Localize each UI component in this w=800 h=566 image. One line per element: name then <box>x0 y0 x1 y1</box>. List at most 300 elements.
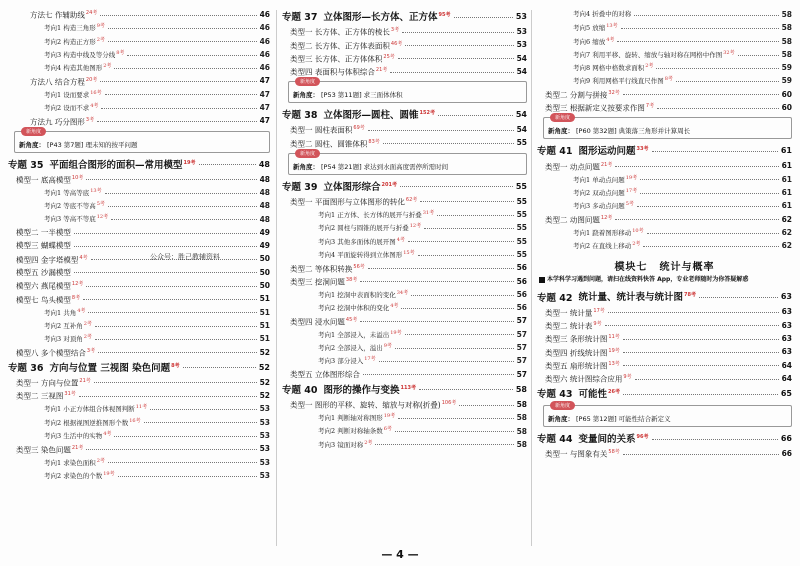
toc-subitem-entry[interactable] <box>537 74 792 87</box>
entry-title: 考向1 单动点问题 <box>573 175 625 184</box>
leader-dots <box>420 200 513 202</box>
leader-dots <box>395 347 514 349</box>
entry-title: 考向5 放缩 <box>573 24 606 33</box>
page-number: — 4 — <box>381 548 419 561</box>
exam-count-badge: 113考 <box>400 384 416 391</box>
exam-count-badge: 12考 <box>71 281 84 288</box>
entry-label <box>282 7 451 26</box>
exam-count-badge: 20考 <box>85 76 98 83</box>
leader-dots <box>647 232 779 234</box>
toc-topic-entry[interactable] <box>282 106 527 123</box>
entry-label <box>282 105 435 124</box>
exam-count-badge: 34考 <box>396 289 409 296</box>
page-ref: 51 <box>259 334 270 344</box>
entry-label <box>44 211 108 226</box>
toc-type-entry[interactable] <box>8 239 270 252</box>
exam-count-badge: 19考 <box>608 347 620 354</box>
toc-subitem-entry[interactable] <box>8 213 270 226</box>
exam-count-badge: 2考 <box>645 63 654 70</box>
exam-count-badge: 106考 <box>441 400 457 407</box>
leader-dots <box>108 461 257 463</box>
exam-count-badge: 2考 <box>364 439 373 446</box>
exam-count-badge: 3考 <box>86 347 96 354</box>
toc-topic-entry[interactable] <box>282 178 527 195</box>
entry-title: 类型一 方向与位置 <box>16 378 79 388</box>
exam-count-badge: 2考 <box>96 36 105 43</box>
exam-count-badge: 21考 <box>600 161 613 168</box>
entry-label <box>537 384 620 403</box>
page-ref: 58 <box>516 426 527 436</box>
toc-type-entry[interactable] <box>282 52 527 65</box>
entry-title: 考向3 多动点问题 <box>573 202 625 211</box>
exam-count-badge: 16考 <box>90 89 102 96</box>
page-ref: 46 <box>259 63 270 73</box>
toc-type-entry[interactable] <box>537 88 792 101</box>
leader-dots <box>657 107 778 109</box>
leader-dots <box>363 373 514 375</box>
entry-title: 考向1 正方体、长方体的展开与折叠 <box>318 211 422 220</box>
entry-title: 考向2 挖洞中体积的变化 <box>318 304 390 313</box>
toc-topic-entry[interactable] <box>537 430 792 447</box>
page-ref: 63 <box>781 347 792 357</box>
toc-subitem-entry[interactable] <box>282 438 527 451</box>
page-ref: 52 <box>259 347 270 357</box>
new-angle-text: [P54 第21题] 求达到水面高度需停所需时间 <box>321 162 449 171</box>
entry-title: 考向3 构造中线及等分线 <box>44 50 116 59</box>
entry-title: 考向1 小正方体组合体视图判断 <box>44 405 135 414</box>
toc-topic-entry[interactable] <box>537 288 792 305</box>
toc-subitem-entry[interactable] <box>282 248 527 261</box>
topic-number: 专题 35 <box>8 159 44 171</box>
exam-count-badge: 32考 <box>608 90 620 97</box>
page-ref: 58 <box>515 384 527 394</box>
toc-type-entry[interactable] <box>537 319 792 332</box>
new-angle-label: 新角度： <box>548 415 574 424</box>
leader-dots <box>150 408 256 410</box>
exam-count-badge: 21考 <box>375 67 388 74</box>
entry-label <box>8 252 88 267</box>
leader-dots <box>101 107 256 109</box>
exam-count-badge: 152考 <box>419 110 435 117</box>
page-ref: 53 <box>259 457 270 467</box>
exam-count-badge: 12考 <box>600 214 613 221</box>
toc-subitem-entry[interactable] <box>8 61 270 74</box>
entry-title: 考向2 圆柱与圆锥的展开与折叠 <box>318 224 409 233</box>
toc-type-entry[interactable] <box>8 252 270 265</box>
entry-title: 类型二 动图问题 <box>545 215 600 225</box>
entry-label <box>537 141 649 160</box>
leader-dots <box>615 165 778 167</box>
leader-dots <box>608 311 779 313</box>
new-angle-tag: 新角度 <box>550 113 575 122</box>
exam-count-badge: 56考 <box>353 263 365 270</box>
exam-count-badge: 19考 <box>103 470 115 477</box>
entry-label <box>8 239 71 252</box>
page-ref: 47 <box>259 103 270 113</box>
entry-title: 类型三 挖洞问题 <box>290 277 345 287</box>
entry-label <box>573 238 640 253</box>
toc-topic-entry[interactable] <box>8 156 270 173</box>
module-note-text: 本学科学习遇到问题，请扫在线资料快答 App，专业老师随时为你答疑解惑 <box>547 276 749 284</box>
page-ref: 51 <box>259 307 270 317</box>
page-ref: 51 <box>259 320 270 330</box>
entry-title: 考向2 互补角 <box>44 322 83 331</box>
toc-type-entry[interactable] <box>537 332 792 345</box>
page-ref: 66 <box>781 449 792 459</box>
leader-dots <box>652 438 778 440</box>
leader-dots <box>383 142 514 144</box>
toc-topic-entry[interactable] <box>282 381 527 398</box>
exam-count-badge: 11考 <box>608 334 620 341</box>
leader-dots <box>86 285 256 287</box>
toc-type-entry[interactable] <box>537 359 792 372</box>
page-ref: 47 <box>259 116 270 126</box>
entry-title: 类型二 统计表 <box>545 321 593 331</box>
leader-dots <box>408 240 514 242</box>
entry-label <box>44 468 115 483</box>
entry-title: 模型六 燕尾模型 <box>16 281 71 291</box>
page-ref: 61 <box>781 187 792 197</box>
leader-dots <box>699 296 778 298</box>
page-ref: 58 <box>781 10 792 19</box>
exam-count-badge: 4考 <box>606 36 615 43</box>
entry-title: 考向4 平面旋转得到立体图形 <box>318 251 403 260</box>
entry-title: 考向2 全部浸入，溢出 <box>318 344 383 353</box>
exam-count-badge: 10考 <box>632 227 644 234</box>
page-ref: 66 <box>780 434 792 444</box>
module-title: 统计与概率 <box>659 262 715 274</box>
leader-dots <box>623 393 778 395</box>
entry-title: 模型七 鸟头模型 <box>16 295 71 305</box>
toc-subitem-entry[interactable] <box>537 239 792 252</box>
toc-type-entry[interactable] <box>537 101 792 114</box>
leader-dots <box>405 333 514 335</box>
toc-type-entry[interactable] <box>537 305 792 318</box>
toc-subitem-entry[interactable] <box>282 354 527 367</box>
page-ref: 56 <box>516 289 527 299</box>
leader-dots <box>652 150 778 152</box>
entry-title: 类型六 统计图综合应用 <box>545 374 623 384</box>
toc-column-middle <box>282 8 527 451</box>
toc-type-entry[interactable] <box>8 266 270 279</box>
entry-title: 考向3 其他多面体的展开图 <box>318 237 396 246</box>
toc-type-entry[interactable] <box>8 114 270 127</box>
leader-dots <box>368 129 514 131</box>
topic-number: 专题 44 <box>537 434 573 446</box>
entry-label <box>282 177 397 196</box>
new-angle-label: 新角度： <box>293 162 319 171</box>
entry-title: 考向2 等底不等高 <box>44 202 96 211</box>
entry-title: 类型三 根据新定义按要求作图 <box>545 103 645 113</box>
page-ref: 52 <box>258 362 270 372</box>
page-ref: 53 <box>259 444 270 454</box>
entry-title: 考向1 判断轴对称图形 <box>318 414 383 423</box>
entry-title: 考向3 镜面对称 <box>318 440 364 449</box>
entry-title: 类型三 长方体、正方体体积 <box>290 54 383 64</box>
page-ref: 46 <box>259 36 270 46</box>
exam-count-badge: 95考 <box>438 11 451 18</box>
toc-column-right-top <box>537 8 792 252</box>
toc-type-entry[interactable] <box>282 136 527 149</box>
leader-dots <box>438 114 513 116</box>
entry-title: 方向与位置 三视图 染色问题 <box>49 362 171 374</box>
page-ref: 58 <box>516 399 527 409</box>
leader-dots <box>114 435 256 437</box>
module-heading <box>537 258 792 273</box>
exam-count-badge: 12考 <box>96 214 109 221</box>
exam-count-badge: 4考 <box>103 430 112 437</box>
leader-dots <box>640 178 778 180</box>
exam-count-badge: 8考 <box>664 76 673 83</box>
module-number: 模块七 <box>614 262 648 274</box>
page-ref: 55 <box>516 249 527 259</box>
exam-count-badge: 8考 <box>171 362 180 369</box>
exam-count-badge: 6考 <box>383 426 392 433</box>
leader-dots <box>375 443 513 445</box>
entry-title: 考向3 对顶角 <box>44 335 83 344</box>
page-ref: 53 <box>259 470 270 480</box>
page-ref: 56 <box>516 276 527 286</box>
leader-dots <box>144 421 257 423</box>
page-ref: 61 <box>781 174 792 184</box>
page-ref: 62 <box>781 227 792 237</box>
new-angle-text: [P53 第11题] 求三面体体积 <box>321 91 403 100</box>
toc-topic-entry[interactable] <box>282 8 527 25</box>
entry-title: 考向3 部分浸入 <box>318 357 364 366</box>
toc-subitem-entry[interactable] <box>537 199 792 212</box>
exam-count-badge: 17考 <box>625 187 638 194</box>
entry-label <box>8 358 180 377</box>
new-angle-box <box>288 81 527 103</box>
square-icon <box>539 277 545 283</box>
toc-type-entry[interactable] <box>282 261 527 274</box>
toc-type-entry[interactable] <box>537 345 792 358</box>
toc-subitem-entry[interactable] <box>8 429 270 442</box>
page-ref: 52 <box>259 377 270 387</box>
entry-label <box>537 429 649 448</box>
leader-dots <box>635 378 779 380</box>
exam-count-badge: 5考 <box>96 201 105 208</box>
leader-dots <box>86 178 256 180</box>
toc-subitem-entry[interactable] <box>8 332 270 345</box>
entry-title: 类型四 表面积与体积综合 <box>290 67 375 77</box>
leader-dots <box>623 453 779 455</box>
leader-dots <box>108 27 257 29</box>
leader-dots <box>637 205 779 207</box>
page-ref: 55 <box>516 196 527 206</box>
leader-dots <box>118 475 257 477</box>
page-ref: 55 <box>516 210 527 220</box>
page-ref: 55 <box>515 181 527 191</box>
column-divider <box>276 10 277 546</box>
leader-dots <box>615 218 778 220</box>
leader-dots <box>418 254 514 256</box>
leader-dots <box>74 232 257 234</box>
toc-type-entry[interactable] <box>8 226 270 239</box>
new-angle-text: [P43 第7题] 理未知的按平问题 <box>47 140 138 149</box>
entry-title: 类型五 扇形统计图 <box>545 361 608 371</box>
exam-count-badge: 38考 <box>345 276 358 283</box>
page-ref: 60 <box>781 103 792 113</box>
leader-dots <box>108 205 257 207</box>
exam-count-badge: 12考 <box>409 223 422 230</box>
exam-count-badge: 25考 <box>383 53 395 60</box>
entry-title: 考向3 生活中的实物 <box>44 432 103 441</box>
page-ref: 47 <box>259 76 270 86</box>
toc-type-entry[interactable] <box>282 65 527 78</box>
page-ref: 57 <box>516 316 527 326</box>
toc-type-entry[interactable] <box>282 123 527 136</box>
exam-count-badge: 4考 <box>77 307 86 314</box>
entry-label <box>8 266 71 279</box>
page-ref: 48 <box>259 201 270 211</box>
page-ref: 53 <box>259 404 270 414</box>
exam-count-badge: 78考 <box>684 292 697 299</box>
leader-dots <box>623 351 779 353</box>
exam-count-badge: 31考 <box>422 210 435 216</box>
entry-title: 考向9 利用网格平行线直尺作图 <box>573 77 664 86</box>
toc-subitem-entry[interactable] <box>8 469 270 482</box>
entry-title: 类型五 立体图形综合 <box>290 369 360 379</box>
exam-count-badge: 2考 <box>103 63 112 70</box>
leader-dots <box>640 192 778 194</box>
new-angle-label: 新角度： <box>548 127 574 136</box>
page-ref: 64 <box>781 373 792 383</box>
leader-dots <box>127 54 256 56</box>
leader-dots <box>634 14 778 16</box>
leader-dots <box>738 54 779 56</box>
exam-count-badge: 17考 <box>593 307 605 314</box>
leader-dots <box>411 294 513 296</box>
page-ref: 50 <box>259 281 270 291</box>
topic-number: 专题 37 <box>282 12 318 24</box>
leader-dots <box>623 364 779 366</box>
page-ref: 53 <box>516 27 527 36</box>
entry-title: 平面组合图形的面积—常用模型 <box>49 159 183 171</box>
page-ref: 58 <box>516 413 527 423</box>
leader-dots <box>88 311 256 313</box>
entry-title: 类型一 与图象有关 <box>545 449 608 459</box>
page-ref: 61 <box>780 146 792 156</box>
page-ref: 59 <box>781 76 792 86</box>
entry-title: 模型五 沙漏模型 <box>16 267 71 277</box>
toc-column-left <box>8 8 270 482</box>
toc-topic-entry[interactable] <box>8 359 270 376</box>
exam-count-badge: 17考 <box>364 356 376 363</box>
entry-title: 考向1 共角 <box>44 308 77 317</box>
page-ref: 46 <box>259 23 270 33</box>
leader-dots <box>100 80 256 82</box>
page-ref: 60 <box>781 89 792 99</box>
leader-dots <box>105 93 257 95</box>
entry-title: 模型八 多个模型结合 <box>16 348 86 358</box>
page-ref: 53 <box>515 12 527 21</box>
leader-dots <box>424 227 513 229</box>
exam-count-badge: 19考 <box>383 413 396 420</box>
exam-count-badge: 2考 <box>83 334 92 341</box>
toc-type-entry[interactable] <box>8 376 270 389</box>
exam-count-badge: 19考 <box>625 174 638 181</box>
entry-title: 考向1 全部浸入，未溢出 <box>318 330 390 339</box>
exam-count-badge: 2考 <box>83 320 92 327</box>
exam-count-badge: 10考 <box>71 174 84 181</box>
module-note <box>537 275 792 284</box>
leader-dots <box>617 40 778 42</box>
entry-title: 类型一 图形的平移、旋转、缩放与对称(折叠) <box>290 400 441 410</box>
exam-count-badge: 58考 <box>608 449 620 456</box>
toc-type-entry[interactable] <box>282 38 527 51</box>
page-ref: 53 <box>259 417 270 427</box>
leader-dots <box>379 360 514 362</box>
entry-label <box>8 226 71 239</box>
leader-dots <box>74 271 257 273</box>
entry-title: 类型二 三视图 <box>16 391 64 401</box>
page-ref: 49 <box>259 227 270 237</box>
toc-topic-entry[interactable] <box>537 142 792 159</box>
toc-column-right <box>537 8 792 461</box>
page-ref: 58 <box>516 439 527 449</box>
page-ref: 63 <box>780 292 792 302</box>
page-ref: 46 <box>259 10 270 19</box>
new-angle-tag: 新角度 <box>295 149 320 158</box>
exam-count-badge: 15考 <box>403 249 415 256</box>
page-ref: 48 <box>259 174 270 184</box>
exam-count-badge: 11考 <box>135 404 148 411</box>
toc-column-right-bottom <box>537 288 792 460</box>
new-angle-box <box>543 117 792 139</box>
entry-title: 模型四 金字塔模型 <box>16 255 79 265</box>
page-ref: 48 <box>258 159 270 169</box>
leader-dots <box>95 338 257 340</box>
topic-number: 专题 43 <box>537 389 573 401</box>
page-ref: 55 <box>516 236 527 246</box>
toc-subitem-entry[interactable] <box>8 101 270 114</box>
page-ref: 55 <box>516 223 527 233</box>
toc-type-entry[interactable] <box>282 25 527 38</box>
leader-dots <box>94 381 257 383</box>
exam-count-badge: 21考 <box>79 378 91 385</box>
leader-dots <box>459 404 513 406</box>
page-ref: 54 <box>515 110 527 120</box>
toc-topic-entry[interactable] <box>537 385 792 402</box>
entry-title: 类型一 长方体、正方体的棱长 <box>290 27 390 37</box>
exam-count-badge: 201考 <box>381 181 397 188</box>
page-ref: 59 <box>781 63 792 73</box>
entry-title: 考向2 双动点问题 <box>573 189 625 198</box>
leader-dots <box>199 163 256 165</box>
entry-title: 立体图形—长方体、正方体 <box>323 12 438 24</box>
new-angle-label: 新角度： <box>19 140 45 149</box>
page-ref: 53 <box>259 431 270 441</box>
entry-title: 立体图形综合 <box>323 181 381 193</box>
toc-type-entry[interactable] <box>8 279 270 292</box>
exam-count-badge: 4考 <box>396 236 405 243</box>
leader-dots <box>368 267 514 269</box>
exam-count-badge: 4考 <box>79 254 88 261</box>
page-ref: 47 <box>259 89 270 99</box>
toc-subitem-entry[interactable] <box>282 301 527 314</box>
exam-count-badge: 69考 <box>353 125 365 132</box>
entry-title: 类型一 统计量 <box>545 308 593 318</box>
new-angle-tag: 新角度 <box>21 127 46 136</box>
page-ref: 63 <box>781 320 792 330</box>
leader-dots <box>100 14 256 16</box>
page-ref: 48 <box>259 187 270 197</box>
leader-dots <box>74 245 257 247</box>
new-angle-box <box>288 150 527 175</box>
entry-label <box>282 136 380 151</box>
toc-type-entry[interactable] <box>537 447 792 460</box>
